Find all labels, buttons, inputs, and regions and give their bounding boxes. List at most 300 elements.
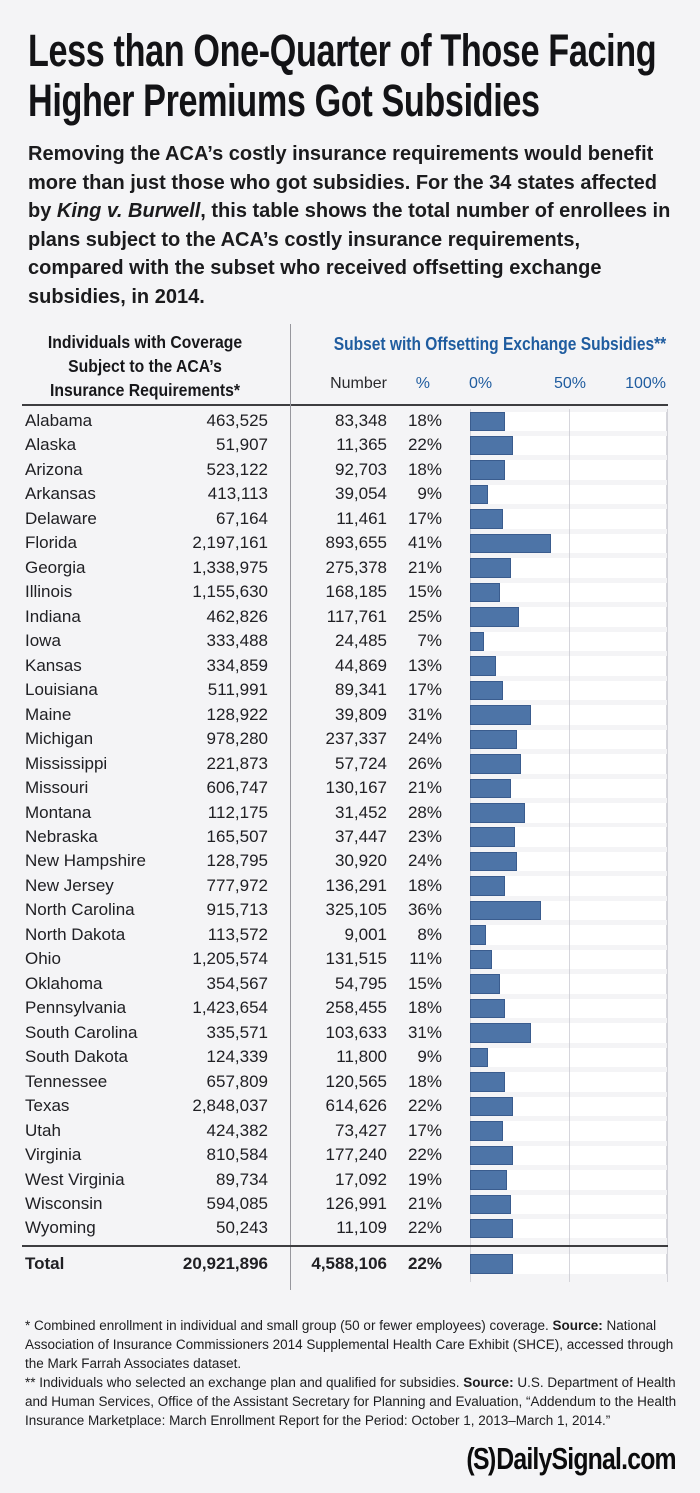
table-row xyxy=(0,874,700,898)
subsidized-percent: 15% xyxy=(407,973,442,993)
percent-bar xyxy=(470,876,505,896)
subsidized-percent: 11% xyxy=(409,949,442,969)
track-gridline-100 xyxy=(666,1170,667,1190)
track-gridline-50 xyxy=(569,827,570,847)
subsidized-percent: 21% xyxy=(407,557,442,577)
subsidized-percent: 36% xyxy=(407,900,442,920)
table-row xyxy=(0,923,700,947)
enrollment-value: 462,826 xyxy=(206,606,268,626)
bar-track xyxy=(470,803,667,823)
enrollment-value: 2,197,161 xyxy=(192,533,268,553)
track-gridline-50 xyxy=(569,583,570,603)
state-name: Delaware xyxy=(25,508,97,528)
percent-bar xyxy=(470,1023,531,1043)
track-gridline-100 xyxy=(666,779,667,799)
track-gridline-50 xyxy=(569,876,570,896)
enrollment-value: 354,567 xyxy=(206,973,268,993)
subsidized-percent: 31% xyxy=(407,1022,442,1042)
subsidized-number: 177,240 xyxy=(325,1145,387,1165)
table-row xyxy=(0,1216,700,1240)
table-row xyxy=(0,752,700,776)
table-row xyxy=(0,727,700,751)
daily-signal-logo-text: DailySignal.com xyxy=(496,1441,676,1476)
bar-track xyxy=(470,1219,667,1239)
bar-track xyxy=(470,509,667,529)
enrollment-value: 413,113 xyxy=(207,484,268,504)
table-row xyxy=(0,1070,700,1094)
enrollment-value: 978,280 xyxy=(206,729,268,749)
track-gridline-100 xyxy=(666,656,667,676)
subsidized-percent: 18% xyxy=(407,1071,442,1091)
subsidized-number: 893,655 xyxy=(325,533,387,553)
enrollment-value: 594,085 xyxy=(206,1194,268,1213)
bar-track xyxy=(470,852,667,872)
subsidized-number: 126,991 xyxy=(325,1194,387,1213)
subsidized-percent: 18% xyxy=(407,998,442,1018)
subsidized-percent: 18% xyxy=(407,875,442,895)
subsidized-number: 103,633 xyxy=(325,1022,387,1042)
bar-track xyxy=(470,1170,667,1190)
table-row xyxy=(0,605,700,629)
track-gridline-50 xyxy=(569,509,570,529)
enrollment-value: 221,873 xyxy=(206,753,268,773)
bar-track xyxy=(470,460,667,480)
percent-bar xyxy=(470,803,525,823)
table-row xyxy=(0,1143,700,1167)
track-gridline-50 xyxy=(569,1146,570,1166)
bar-track xyxy=(470,1023,667,1043)
subsidized-percent: 7% xyxy=(417,631,442,651)
bar-track xyxy=(470,901,667,921)
state-name: Utah xyxy=(25,1120,61,1140)
page-title-line2: Higher Premiums Got Subsidies xyxy=(28,75,540,126)
track-gridline-50 xyxy=(569,1072,570,1092)
state-name: Ohio xyxy=(25,949,61,969)
percent-bar xyxy=(470,607,519,627)
track-gridline-50 xyxy=(569,632,570,652)
percent-bar xyxy=(470,681,503,701)
percent-bar xyxy=(470,1195,511,1215)
track-gridline-50 xyxy=(569,1254,570,1274)
enrollment-value: 128,795 xyxy=(206,851,268,871)
subsidized-number: 275,378 xyxy=(325,557,387,577)
track-gridline-50 xyxy=(569,534,570,554)
track-gridline-50 xyxy=(569,705,570,725)
total-row xyxy=(0,1249,700,1279)
track-gridline-100 xyxy=(666,1023,667,1043)
bar-track xyxy=(470,876,667,896)
table-row xyxy=(0,849,700,873)
enrollment-value: 124,339 xyxy=(206,1047,268,1067)
subsidized-percent: 18% xyxy=(407,459,442,479)
state-name: Tennessee xyxy=(25,1071,108,1091)
bar-track xyxy=(470,754,667,774)
table-row xyxy=(0,629,700,653)
table-row xyxy=(0,1045,700,1069)
subsidized-percent: 41% xyxy=(407,533,442,553)
track-gridline-100 xyxy=(666,1195,667,1215)
table-row xyxy=(0,972,700,996)
bar-track xyxy=(470,436,667,456)
track-gridline-100 xyxy=(666,1072,667,1092)
track-gridline-100 xyxy=(666,730,667,750)
enrollment-value: 2,848,037 xyxy=(192,1096,268,1116)
percent-bar xyxy=(470,950,492,970)
subsidized-percent: 22% xyxy=(407,1145,442,1165)
footnote-1-source-text: National Association of Insurance Commissioners 2014 Supplemental Health Care Exhibit (SHCE), accessed through the Mark Farrah Associates dataset. xyxy=(25,1318,674,1371)
footnote-2-source-text: U.S. Department of Health and Human Services, Office of the Assistant Secretary for Planning and Evaluation, “Addendum to the Health Insurance Marketplace: March Enrollment Report for the Period: October 1, 2013–March 1, 2014.” xyxy=(25,1375,677,1428)
enrollment-value: 1,423,654 xyxy=(192,998,268,1018)
percent-bar xyxy=(470,485,488,505)
enrollment-value: 657,809 xyxy=(206,1071,268,1091)
page-title-line1: Less than One-Quarter of Those Facing xyxy=(28,25,657,76)
state-name: Oklahoma xyxy=(25,973,103,993)
left-header-line3: Insurance Requirements* xyxy=(50,380,240,400)
track-gridline-100 xyxy=(666,1254,667,1274)
axis-tick-100: 100% xyxy=(625,375,666,392)
percent-bar xyxy=(470,632,484,652)
subsidized-number: 89,341 xyxy=(335,680,387,700)
track-gridline-50 xyxy=(569,485,570,505)
percent-bar xyxy=(470,754,521,774)
subsidized-percent: 17% xyxy=(407,680,442,700)
footnote-1-text: * Combined enrollment in individual and small group (50 or fewer employees) coverage. xyxy=(25,1318,553,1333)
subsidized-percent: 23% xyxy=(407,826,442,846)
percent-bar xyxy=(470,436,513,456)
track-gridline-50 xyxy=(569,558,570,578)
subsidized-percent: 8% xyxy=(417,924,442,944)
percent-bar xyxy=(470,901,541,921)
enrollment-value: 915,713 xyxy=(206,900,268,920)
footnotes xyxy=(25,1316,680,1430)
enrollment-value: 50,243 xyxy=(216,1218,268,1238)
subsidized-number: 92,703 xyxy=(335,459,387,479)
subsidized-percent: 9% xyxy=(417,1047,442,1067)
track-gridline-100 xyxy=(666,950,667,970)
track-gridline-50 xyxy=(569,779,570,799)
percent-bar xyxy=(470,730,517,750)
percent-bar xyxy=(470,1048,488,1068)
table-row xyxy=(0,1021,700,1045)
enrollment-value: 810,584 xyxy=(206,1145,268,1165)
track-gridline-100 xyxy=(666,632,667,652)
track-gridline-50 xyxy=(569,950,570,970)
axis-tick-0: 0% xyxy=(469,375,493,392)
total-subsidized-number: 4,588,106 xyxy=(311,1254,387,1273)
track-gridline-50 xyxy=(569,1195,570,1215)
subsidized-number: 54,795 xyxy=(335,973,387,993)
table-row xyxy=(0,996,700,1020)
bar-track xyxy=(470,779,667,799)
table-row xyxy=(0,801,700,825)
track-gridline-100 xyxy=(666,607,667,627)
state-name: Wisconsin xyxy=(25,1194,103,1213)
total-rule xyxy=(22,1245,668,1247)
enrollment-value: 51,907 xyxy=(216,435,268,455)
subsidized-percent: 31% xyxy=(407,704,442,724)
track-gridline-50 xyxy=(569,754,570,774)
table-row xyxy=(0,580,700,604)
table-row xyxy=(0,433,700,457)
percent-bar xyxy=(470,1219,513,1239)
track-gridline-50 xyxy=(569,925,570,945)
track-gridline-50 xyxy=(569,730,570,750)
bar-track xyxy=(470,705,667,725)
percent-bar xyxy=(470,1097,513,1117)
subsidized-percent: 21% xyxy=(407,1194,442,1213)
enrollment-value: 128,922 xyxy=(206,704,268,724)
bar-track xyxy=(470,1121,667,1141)
percent-bar xyxy=(470,460,505,480)
subsidized-number: 31,452 xyxy=(335,802,387,822)
bar-track xyxy=(470,607,667,627)
percent-bar xyxy=(470,509,503,529)
subsidized-percent: 25% xyxy=(407,606,442,626)
track-gridline-100 xyxy=(666,1121,667,1141)
subsidized-number: 131,515 xyxy=(325,949,387,969)
table-row xyxy=(0,654,700,678)
table-row xyxy=(0,531,700,555)
intro-text-before: Removing the ACA’s costly insurance requirements would benefit more than just those who got subsidies. For the 34 states affected by xyxy=(28,143,658,222)
bar-track xyxy=(470,1072,667,1092)
subsidized-number: 120,565 xyxy=(325,1071,387,1091)
state-name: Montana xyxy=(25,802,92,822)
state-name: Iowa xyxy=(25,631,61,651)
track-gridline-50 xyxy=(569,901,570,921)
table-row xyxy=(0,507,700,531)
bar-track xyxy=(470,632,667,652)
track-gridline-50 xyxy=(569,1097,570,1117)
track-gridline-100 xyxy=(666,583,667,603)
track-gridline-100 xyxy=(666,852,667,872)
enrollment-value: 777,972 xyxy=(206,875,268,895)
table-row xyxy=(0,776,700,800)
track-gridline-50 xyxy=(569,460,570,480)
enrollment-value: 165,507 xyxy=(206,826,268,846)
track-gridline-50 xyxy=(569,656,570,676)
track-gridline-100 xyxy=(666,1097,667,1117)
state-name: Maine xyxy=(25,704,72,724)
subsidized-percent: 22% xyxy=(407,1218,442,1238)
track-gridline-50 xyxy=(569,681,570,701)
subsidized-number: 168,185 xyxy=(325,582,387,602)
subsidized-percent: 24% xyxy=(407,851,442,871)
enrollment-value: 112,175 xyxy=(207,802,268,822)
footnote-1 xyxy=(25,1316,680,1373)
table-row xyxy=(0,1192,700,1216)
track-gridline-100 xyxy=(666,436,667,456)
subsidized-percent: 21% xyxy=(407,778,442,798)
state-name: Kansas xyxy=(25,655,82,675)
table-row xyxy=(0,556,700,580)
track-gridline-100 xyxy=(666,1048,667,1068)
subsidized-number: 117,761 xyxy=(326,606,387,626)
right-column-header: Subset with Offsetting Exchange Subsidies** xyxy=(333,333,667,354)
subsidized-number: 30,920 xyxy=(335,851,387,871)
bar-track xyxy=(470,999,667,1019)
header-rule xyxy=(22,404,668,406)
percent-bar xyxy=(470,534,551,554)
state-name: North Dakota xyxy=(25,924,126,944)
percent-bar xyxy=(470,974,500,994)
column-label-percent: % xyxy=(415,375,430,392)
enrollment-value: 511,991 xyxy=(207,680,268,700)
bar-track xyxy=(470,974,667,994)
bar-track xyxy=(470,950,667,970)
subsidized-percent: 9% xyxy=(417,484,442,504)
state-name: Florida xyxy=(25,533,77,553)
axis-tick-50: 50% xyxy=(553,375,587,392)
subsidized-percent: 28% xyxy=(407,802,442,822)
state-name: Illinois xyxy=(25,582,73,602)
total-label: Total xyxy=(25,1254,65,1273)
subsidized-number: 17,092 xyxy=(335,1169,387,1189)
track-gridline-100 xyxy=(666,1219,667,1239)
subsidized-percent: 19% xyxy=(407,1169,442,1189)
percent-bar xyxy=(470,852,517,872)
percent-bar xyxy=(470,583,500,603)
subsidized-percent: 22% xyxy=(407,435,442,455)
left-header-line1: Individuals with Coverage xyxy=(47,332,243,352)
track-gridline-100 xyxy=(666,803,667,823)
track-gridline-100 xyxy=(666,705,667,725)
bar-track xyxy=(470,1048,667,1068)
left-header-line2: Subject to the ACA’s xyxy=(68,356,222,376)
intro-case-name: King v. Burwell xyxy=(56,200,201,222)
table-row xyxy=(0,703,700,727)
page-title xyxy=(28,26,700,126)
track-gridline-50 xyxy=(569,1121,570,1141)
enrollment-value: 113,572 xyxy=(207,924,268,944)
track-gridline-100 xyxy=(666,412,667,432)
track-gridline-100 xyxy=(666,925,667,945)
state-name: Missouri xyxy=(25,778,89,798)
subsidized-percent: 24% xyxy=(407,729,442,749)
enrollment-value: 424,382 xyxy=(206,1120,268,1140)
enrollment-value: 67,164 xyxy=(216,508,268,528)
subsidized-percent: 22% xyxy=(407,1096,442,1116)
state-name: Mississippi xyxy=(25,753,108,773)
track-gridline-50 xyxy=(569,974,570,994)
track-gridline-100 xyxy=(666,1146,667,1166)
track-gridline-100 xyxy=(666,901,667,921)
state-name: Virginia xyxy=(25,1145,82,1165)
percent-bar xyxy=(470,999,505,1019)
table-row xyxy=(0,1119,700,1143)
percent-bar xyxy=(470,412,505,432)
daily-signal-logo xyxy=(467,1441,676,1477)
subsidized-percent: 17% xyxy=(407,1120,442,1140)
state-name: Alabama xyxy=(25,411,93,430)
subsidized-number: 130,167 xyxy=(325,778,387,798)
state-name: Michigan xyxy=(25,729,94,749)
percent-bar xyxy=(470,656,496,676)
bar-track xyxy=(470,1097,667,1117)
track-gridline-100 xyxy=(666,485,667,505)
track-gridline-100 xyxy=(666,509,667,529)
bar-track xyxy=(470,485,667,505)
table-row xyxy=(0,947,700,971)
track-gridline-50 xyxy=(569,803,570,823)
state-name: Nebraska xyxy=(25,826,98,846)
subsidized-number: 24,485 xyxy=(335,631,387,651)
enrollment-value: 606,747 xyxy=(206,778,268,798)
state-name: Arizona xyxy=(25,459,83,479)
table-row xyxy=(0,825,700,849)
bar-track xyxy=(470,558,667,578)
track-gridline-50 xyxy=(569,999,570,1019)
subsidized-number: 11,800 xyxy=(336,1047,387,1067)
state-name: South Carolina xyxy=(25,1022,138,1042)
state-name: Louisiana xyxy=(25,680,98,700)
state-name: Texas xyxy=(25,1096,70,1116)
subsidized-number: 9,001 xyxy=(344,924,387,944)
table-rows xyxy=(0,409,700,1241)
track-gridline-50 xyxy=(569,436,570,456)
total-bar-track xyxy=(470,1254,667,1274)
subsidized-percent: 15% xyxy=(407,582,442,602)
total-subsidized-percent: 22% xyxy=(407,1254,442,1273)
subsidized-number: 325,105 xyxy=(325,900,387,920)
track-gridline-50 xyxy=(569,852,570,872)
track-gridline-100 xyxy=(666,558,667,578)
subsidized-number: 258,455 xyxy=(325,998,387,1018)
percent-bar xyxy=(470,779,511,799)
enrollment-value: 1,155,630 xyxy=(192,582,268,602)
subsidized-number: 83,348 xyxy=(335,411,387,430)
table-row xyxy=(0,458,700,482)
bar-track xyxy=(470,412,667,432)
subsidized-number: 73,427 xyxy=(335,1120,387,1140)
enrollment-value: 523,122 xyxy=(206,459,268,479)
subsidized-number: 44,869 xyxy=(335,655,387,675)
percent-bar xyxy=(470,827,515,847)
footnote-2-text: ** Individuals who selected an exchange plan and qualified for subsidies. xyxy=(25,1375,464,1390)
enrollment-value: 1,338,975 xyxy=(192,557,268,577)
track-gridline-100 xyxy=(666,827,667,847)
enrollment-value: 1,205,574 xyxy=(192,949,268,969)
table-row xyxy=(0,1094,700,1118)
state-name: West Virginia xyxy=(25,1169,125,1189)
state-name: North Carolina xyxy=(25,900,135,920)
table-row xyxy=(0,898,700,922)
track-gridline-100 xyxy=(666,681,667,701)
subsidized-number: 614,626 xyxy=(325,1096,387,1116)
track-gridline-50 xyxy=(569,607,570,627)
enrollment-value: 334,859 xyxy=(206,655,268,675)
track-gridline-100 xyxy=(666,754,667,774)
state-name: Wyoming xyxy=(25,1218,96,1238)
bar-track xyxy=(470,730,667,750)
enrollment-value: 89,734 xyxy=(216,1169,268,1189)
footnote-2 xyxy=(25,1373,680,1430)
subsidized-number: 39,809 xyxy=(335,704,387,724)
footnote-2-source-label: Source: xyxy=(463,1375,514,1390)
subsidized-number: 11,365 xyxy=(336,435,387,455)
table-row xyxy=(0,678,700,702)
bar-track xyxy=(470,656,667,676)
bar-track xyxy=(470,583,667,603)
bar-track xyxy=(470,1195,667,1215)
column-label-number: Number xyxy=(330,375,387,392)
state-name: Pennsylvania xyxy=(25,998,127,1018)
state-name: New Hampshire xyxy=(25,851,146,871)
track-gridline-100 xyxy=(666,534,667,554)
bar-track xyxy=(470,534,667,554)
subsidized-percent: 17% xyxy=(407,508,442,528)
percent-bar xyxy=(470,558,511,578)
enrollment-value: 333,488 xyxy=(206,631,268,651)
